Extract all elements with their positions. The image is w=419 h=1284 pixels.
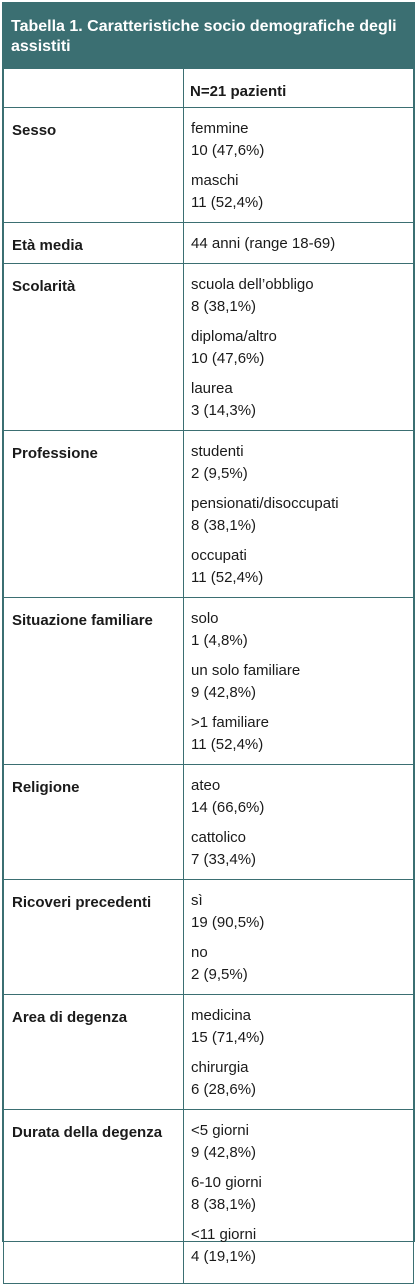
entry-name: 6-10 giorni (191, 1173, 262, 1191)
table-row (4, 879, 414, 994)
entry-name: cattolico (191, 828, 247, 846)
entry-value: 2 (9,5%) (191, 965, 248, 983)
list-item (191, 1172, 407, 1216)
entry-name: sì (191, 891, 203, 909)
list-item (191, 775, 407, 819)
list-item (191, 827, 407, 871)
entry-value: 8 (38,1%) (191, 516, 257, 534)
entry-name: 44 anni (range 18-69) (191, 234, 336, 252)
list-item (191, 608, 407, 652)
list-item (191, 1057, 407, 1101)
entry-name: <5 giorni (191, 1121, 249, 1139)
entry-value: 11 (52,4%) (191, 568, 264, 586)
entry-name: medicina (191, 1006, 252, 1024)
entry-value: 15 (71,4%) (191, 1028, 265, 1046)
entry-name: solo (191, 609, 219, 627)
entry-value: 14 (66,6%) (191, 798, 265, 816)
list-item (191, 170, 407, 214)
entry-value: 19 (90,5%) (191, 913, 265, 931)
list-item (191, 712, 407, 756)
row-values (184, 597, 414, 764)
row-label: Situazione familiare (4, 597, 184, 764)
row-values (184, 879, 414, 994)
entry-value: 10 (47,6%) (191, 141, 265, 159)
entry-value: 8 (38,1%) (191, 1195, 257, 1213)
table-frame (2, 2, 415, 1265)
column-header-row (4, 69, 414, 107)
row-values (184, 222, 414, 263)
row-label: Area di degenza (4, 994, 184, 1109)
entry-name: <11 giorni (191, 1225, 257, 1243)
entry-value: 7 (33,4%) (191, 850, 257, 868)
entry-name: ateo (191, 776, 221, 794)
entry-value: 9 (42,8%) (191, 1143, 257, 1161)
demographics-table (3, 69, 414, 1284)
row-label: Professione (4, 430, 184, 597)
table-row (4, 1109, 414, 1283)
row-label: Età media (4, 222, 184, 263)
entry-name: un solo familiare (191, 661, 301, 679)
entry-value: 6 (28,6%) (191, 1080, 257, 1098)
row-values (184, 430, 414, 597)
empty-header-cell (4, 69, 184, 107)
entry-name: femmine (191, 119, 249, 137)
list-item (191, 545, 407, 589)
list-item (191, 441, 407, 485)
list-item (191, 493, 407, 537)
row-values (184, 994, 414, 1109)
entry-value: 3 (14,3%) (191, 401, 257, 419)
row-label: Sesso (4, 107, 184, 222)
entry-value: 9 (42,8%) (191, 683, 257, 701)
list-item (191, 1005, 407, 1049)
row-label: Scolarità (4, 263, 184, 430)
entry-name: occupati (191, 546, 247, 564)
list-item (191, 1120, 407, 1164)
entry-value: 11 (52,4%) (191, 735, 264, 753)
list-item (191, 233, 407, 255)
entry-name: laurea (191, 379, 233, 397)
list-item (191, 118, 407, 162)
table-title: Tabella 1. Caratteristiche socio demografiche degli assistiti (3, 3, 414, 69)
row-label: Ricoveri precedenti (4, 879, 184, 994)
entry-value: 11 (52,4%) (191, 193, 264, 211)
entry-name: maschi (191, 171, 239, 189)
table-row (4, 222, 414, 263)
entry-name: pensionati/disoccupati (191, 494, 339, 512)
list-item (191, 890, 407, 934)
table-row (4, 764, 414, 879)
row-values (184, 263, 414, 430)
entry-name: >1 familiare (191, 713, 269, 731)
entry-value: 2 (9,5%) (191, 464, 248, 482)
list-item (191, 378, 407, 422)
table-row (4, 107, 414, 222)
entry-value: 8 (38,1%) (191, 297, 257, 315)
entry-name: no (191, 943, 208, 961)
table-row (4, 597, 414, 764)
row-values (184, 764, 414, 879)
list-item (191, 326, 407, 370)
entry-name: chirurgia (191, 1058, 249, 1076)
entry-value: 4 (19,1%) (191, 1247, 257, 1265)
table-row (4, 994, 414, 1109)
table-row (4, 430, 414, 597)
column-header: N=21 pazienti (184, 69, 414, 107)
list-item (191, 660, 407, 704)
entry-value: 10 (47,6%) (191, 349, 265, 367)
row-label: Durata della degenza (4, 1109, 184, 1283)
list-item (191, 274, 407, 318)
entry-value: 1 (4,8%) (191, 631, 248, 649)
entry-name: studenti (191, 442, 244, 460)
entry-name: scuola dell’obbligo (191, 275, 314, 293)
row-values (184, 1109, 414, 1283)
row-label: Religione (4, 764, 184, 879)
entry-name: diploma/altro (191, 327, 277, 345)
row-values (184, 107, 414, 222)
table-row (4, 263, 414, 430)
list-item (191, 942, 407, 986)
